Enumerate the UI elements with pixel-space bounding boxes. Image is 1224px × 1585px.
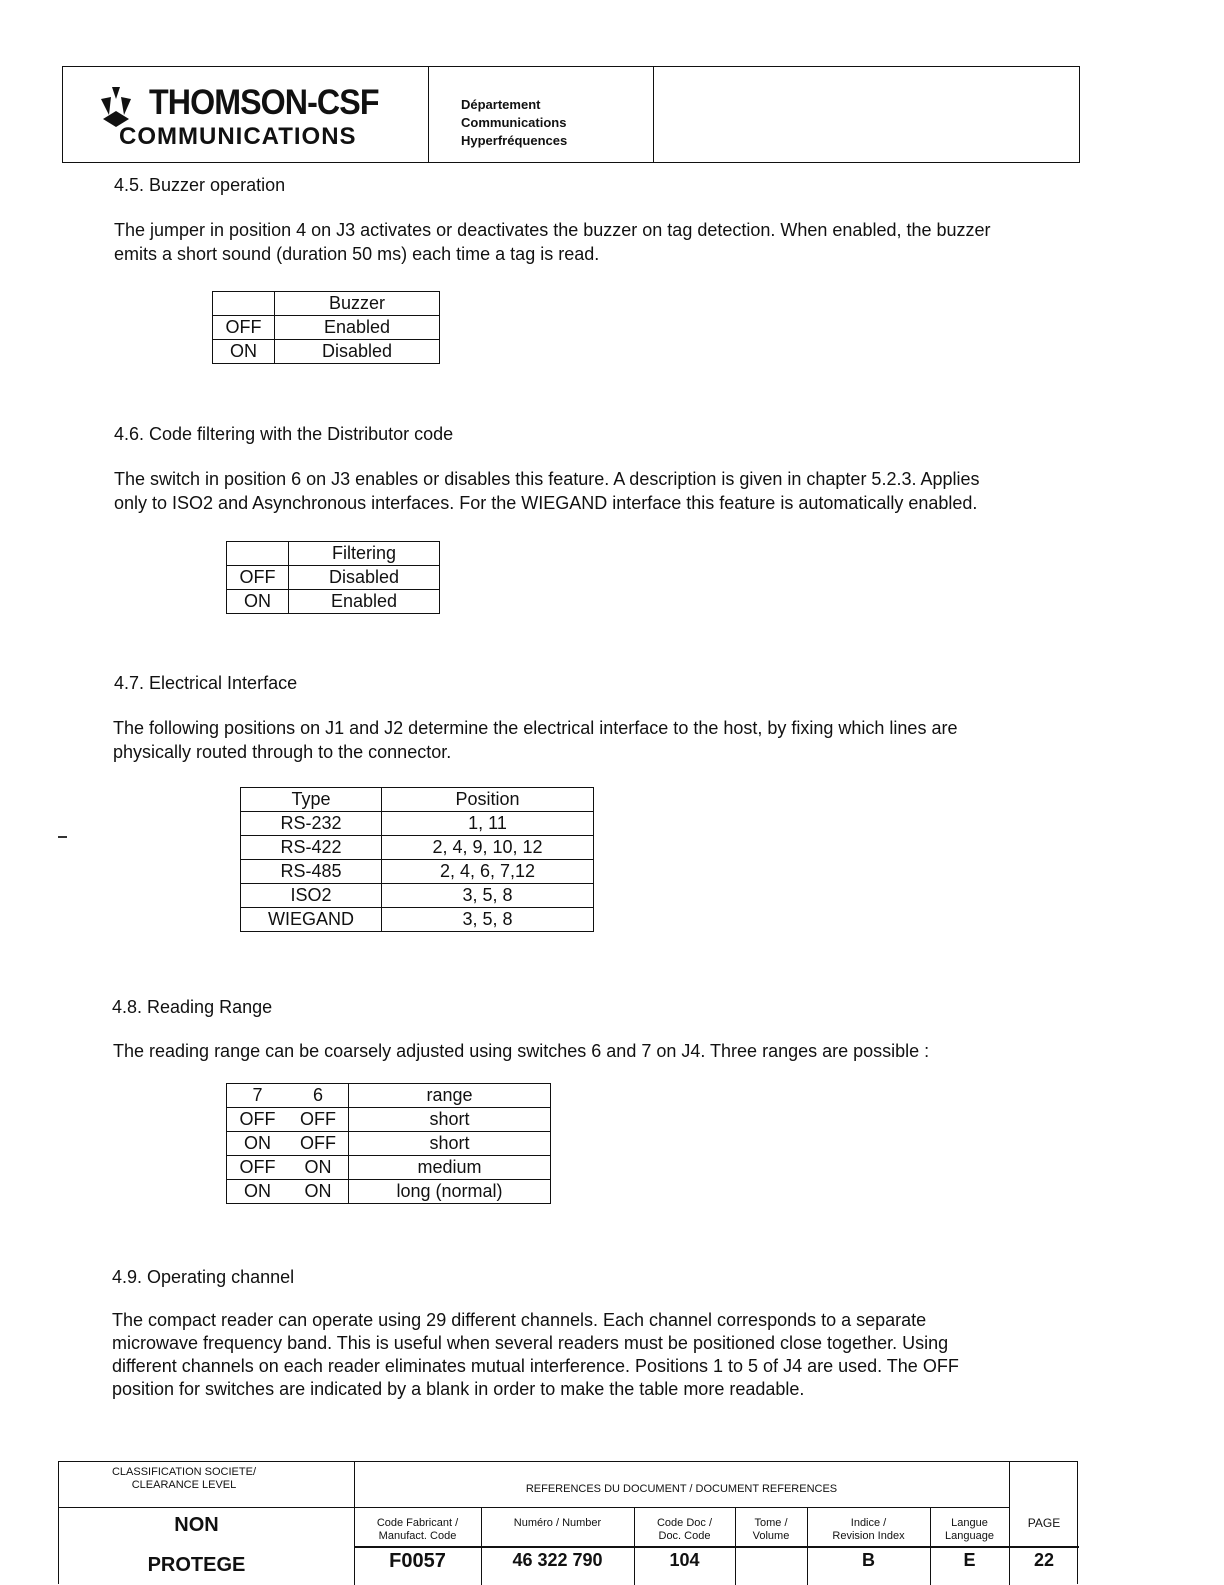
table-cell: OFF [227, 566, 289, 590]
col-manufact-code [354, 1517, 481, 1543]
table-cell: OFF [288, 1132, 349, 1156]
table-row [241, 884, 594, 908]
table-cell: long (normal) [349, 1180, 551, 1204]
col-language [930, 1517, 1009, 1543]
col-label-line: Volume [752, 1530, 790, 1542]
table-cell: ON [227, 590, 289, 614]
col-revision-index [807, 1517, 930, 1543]
reading-range-table [226, 1083, 551, 1204]
table-cell: OFF [227, 1156, 289, 1180]
val-doc-code: 104 [669, 1550, 700, 1570]
refs-title: REFERENCES DU DOCUMENT / DOCUMENT REFERENCES [525, 1483, 838, 1495]
table-cell: ON [288, 1156, 349, 1180]
electrical-interface-table [240, 787, 594, 932]
section-heading-4-9: 4.9. Operating channel [112, 1267, 295, 1287]
company-division: COMMUNICATIONS [119, 123, 357, 150]
table-cell: short [349, 1108, 551, 1132]
section-paragraph-4-5 [114, 218, 991, 266]
table-cell: Filtering [289, 542, 440, 566]
table-row [227, 1156, 551, 1180]
clearance-value-1: NON [174, 1514, 219, 1536]
table-cell [227, 542, 289, 566]
table-cell: range [349, 1084, 551, 1108]
val-revision-index: B [862, 1550, 875, 1570]
table-cell: short [349, 1132, 551, 1156]
table-row [227, 566, 440, 590]
paragraph-line: only to ISO2 and Asynchronous interfaces. For the WIEGAND interface this feature is automatically enabled. [114, 493, 978, 513]
val-manufact-code: F0057 [389, 1550, 446, 1572]
paragraph-line: The switch in position 6 on J3 enables or disables this feature. A description is given in chapter 5.2.3. Applies [114, 469, 980, 489]
col-label-line: Code Doc / [656, 1517, 713, 1529]
table-cell: ON [227, 1180, 289, 1204]
val-page: 22 [1033, 1550, 1055, 1570]
table-cell: RS-232 [241, 812, 382, 836]
col-label-line: Langue [951, 1517, 988, 1529]
dept-line-3: Hyperfréquences [461, 133, 568, 148]
table-row [213, 316, 440, 340]
paragraph-line: The jumper in position 4 on J3 activates or deactivates the buzzer on tag detection. When enabled, the buzzer [114, 220, 991, 240]
department-label [461, 96, 567, 150]
clearance-value-2: PROTEGE [147, 1554, 246, 1576]
table-cell: 7 [227, 1084, 289, 1108]
col-label-line: Code Fabricant / [376, 1517, 459, 1529]
table-cell: Disabled [275, 340, 440, 364]
table-cell: 3, 5, 8 [382, 884, 594, 908]
table-row [213, 340, 440, 364]
paragraph-line: microwave frequency band. This is useful when several readers must be positioned close together. Using [112, 1333, 949, 1353]
table-row [241, 908, 594, 932]
paragraph-line: The reading range can be coarsely adjusted using switches 6 and 7 on J4. Three ranges are possible : [113, 1041, 930, 1061]
table-cell: ISO2 [241, 884, 382, 908]
department-cell [428, 67, 654, 162]
section-paragraph-4-9 [112, 1309, 959, 1401]
table-cell: ON [227, 1132, 289, 1156]
col-label-line: Manufact. Code [378, 1530, 457, 1542]
table-cell: Type [241, 788, 382, 812]
table-header-row [227, 1084, 551, 1108]
scan-mark [58, 836, 67, 838]
table-row [241, 860, 594, 884]
table-row [227, 1180, 551, 1204]
paragraph-line: The compact reader can operate using 29 different channels. Each channel corresponds to a separate [112, 1310, 927, 1330]
table-cell [213, 292, 275, 316]
table-cell: Enabled [275, 316, 440, 340]
col-page: PAGE [1027, 1516, 1061, 1530]
company-name: THOMSON-CSF [149, 83, 379, 122]
clearance-label-line: CLEARANCE LEVEL [131, 1479, 237, 1491]
table-cell: 2, 4, 9, 10, 12 [382, 836, 594, 860]
table-cell: OFF [213, 316, 275, 340]
col-label-line: Doc. Code [658, 1530, 711, 1542]
table-cell: ON [213, 340, 275, 364]
table-cell: 1, 11 [382, 812, 594, 836]
table-cell: Position [382, 788, 594, 812]
paragraph-line: physically routed through to the connector. [113, 742, 452, 762]
val-language: E [963, 1550, 976, 1570]
col-volume [735, 1517, 807, 1543]
table-header-row [241, 788, 594, 812]
table-row [241, 836, 594, 860]
dept-line-2: Communications [461, 115, 567, 130]
col-number: Numéro / Number [513, 1517, 602, 1529]
buzzer-table [212, 291, 440, 364]
table-row [241, 812, 594, 836]
section-paragraph-4-8 [113, 1039, 929, 1063]
clearance-label [59, 1466, 309, 1492]
table-row [227, 1132, 551, 1156]
table-cell: 2, 4, 6, 7,12 [382, 860, 594, 884]
document-footer [58, 1461, 1078, 1584]
table-cell: OFF [288, 1108, 349, 1132]
table-cell: Buzzer [275, 292, 440, 316]
col-label-line: Revision Index [832, 1530, 905, 1542]
dept-line-1: Département [461, 97, 541, 112]
col-label-line: Language [945, 1530, 994, 1542]
filtering-table [226, 541, 440, 614]
section-paragraph-4-7 [113, 716, 957, 764]
table-cell: medium [349, 1156, 551, 1180]
section-paragraph-4-6 [114, 467, 980, 515]
section-heading-4-8: 4.8. Reading Range [112, 997, 273, 1017]
document-header [62, 66, 1080, 163]
table-cell: RS-485 [241, 860, 382, 884]
val-number: 46 322 790 [512, 1550, 603, 1570]
paragraph-line: The following positions on J1 and J2 determine the electrical interface to the host, by fixing which lines are [113, 718, 958, 738]
table-cell: Enabled [289, 590, 440, 614]
table-row [227, 590, 440, 614]
table-cell: 6 [288, 1084, 349, 1108]
section-heading-4-6: 4.6. Code filtering with the Distributor code [114, 424, 454, 444]
table-header-row [213, 292, 440, 316]
table-cell: WIEGAND [241, 908, 382, 932]
table-cell: ON [288, 1180, 349, 1204]
table-cell: OFF [227, 1108, 289, 1132]
section-heading-4-5: 4.5. Buzzer operation [114, 175, 286, 195]
table-row [227, 1108, 551, 1132]
clearance-label-line: CLASSIFICATION SOCIETE/ [111, 1466, 257, 1478]
col-doc-code [634, 1517, 735, 1543]
table-header-row [227, 542, 440, 566]
col-label-line: Indice / [850, 1517, 887, 1529]
paragraph-line: position for switches are indicated by a blank in order to make the table more readable. [112, 1379, 805, 1399]
table-cell: RS-422 [241, 836, 382, 860]
section-heading-4-7: 4.7. Electrical Interface [114, 673, 298, 693]
paragraph-line: different channels on each reader eliminates mutual interference. Positions 1 to 5 of J4 are used. The OFF [112, 1356, 959, 1376]
col-label-line: Tome / [754, 1517, 788, 1529]
table-cell: Disabled [289, 566, 440, 590]
paragraph-line: emits a short sound (duration 50 ms) each time a tag is read. [114, 244, 600, 264]
table-cell: 3, 5, 8 [382, 908, 594, 932]
company-logo-cell [63, 67, 429, 162]
